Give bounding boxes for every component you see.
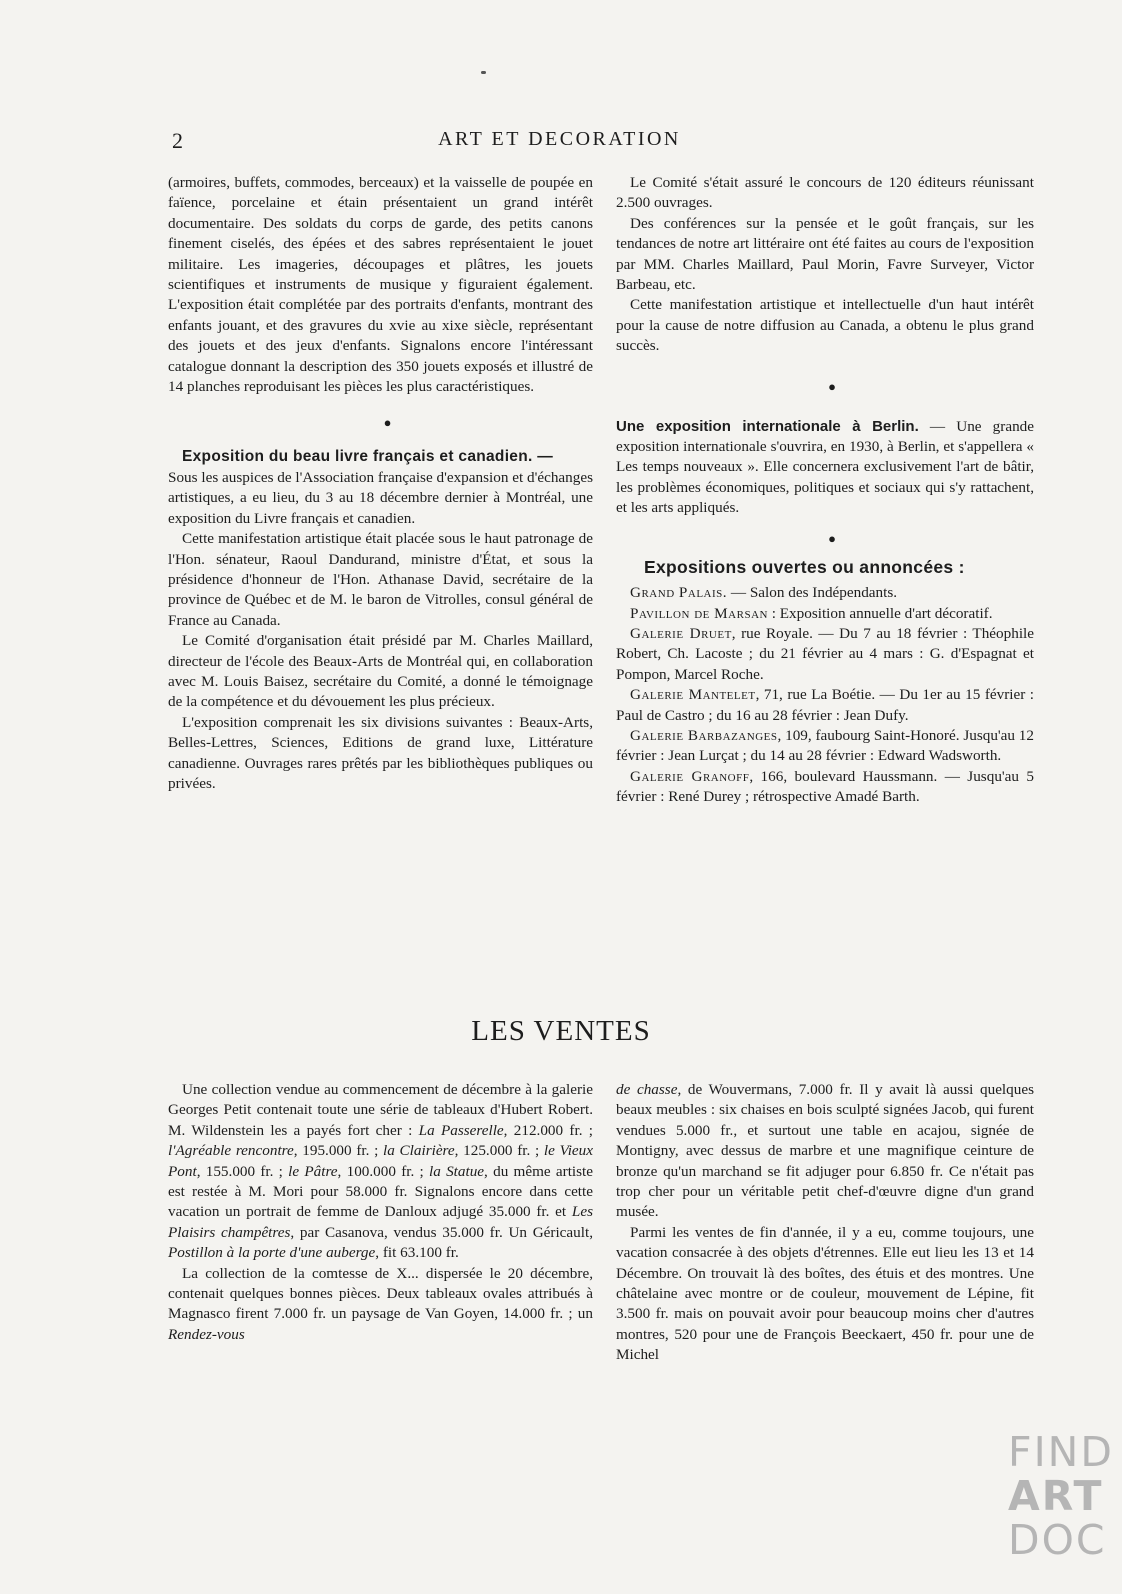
expositions-heading: Expositions ouvertes ou annoncées : — [644, 556, 965, 577]
paragraph-berlin — [616, 417, 1034, 519]
text-run: , 100.000 fr. ; — [337, 1162, 430, 1180]
venue-details: , 71, rue La Boétie. — Du 1er au 15 février : Paul de Castro ; du 16 au 28 février : Jean Dufy. — [616, 686, 1035, 724]
right-column-bottom — [616, 1080, 1034, 1366]
left-column-bottom — [168, 1080, 593, 1345]
paragraph-jouets: (armoires, buffets, commodes, berceaux) et la vaisselle de poupée en faïence, porcelaine et étain présentaient un grand intérêt documentaire. Des soldats du corps de garde, des petits canons finement ciselés, des épées et des sabres représentaient le jouet militaire. Les imageries, découpages et plâtres, les jouets scientifiques et instruments de musique y figuraient également. L'exposition était complétée par des portraits d'enfants, montrant des enfants jouant, et des gravures du xvie au xixe siècle, représentant des jouets et des jeux d'enfants. Signalons encore l'intéressant catalogue donnant la description des 350 jouets exposés et illustré de 14 planches reproduisant les pièces les plus caractéristiques. — [168, 174, 593, 396]
paragraph-livre-heading — [168, 447, 593, 467]
venue-details: , rue Royale. — Du 7 au 18 février : Théophile Robert, Ch. Lacoste ; du 21 février au 4 mars : G. d'Espagnat et Pompon, Marcel Roche. — [616, 624, 1034, 683]
text-run: , 155.000 fr. ; — [196, 1162, 289, 1180]
text-run: , 125.000 fr. ; — [454, 1142, 544, 1160]
artwork-title: La Passerelle — [418, 1121, 504, 1139]
venue-details: : Exposition annuelle d'art décoratif. — [767, 604, 993, 622]
artwork-title: l'Agréable rencontre — [168, 1142, 294, 1160]
venue-name: Galerie Druet — [630, 624, 732, 642]
paragraph-etrennes: Parmi les ventes de fin d'année, il y a eu, comme toujours, une vacation consacrée à des objets d'étrennes. Elle eut lieu les 13 et 14 Décembre. On trouvait là des boîtes, des étuis et des montres. Une châtelaine avec montre or de couleur, mouvement de Lépine, fit 3.500 fr. mais on pouvait avoir pour beaucoup moins cher d'autres montres, 520 pour une de François Beeckaert, 450 fr. pour une de Michel — [616, 1223, 1034, 1364]
text-run: , par Casanova, vendus 35.000 fr. Un Géricault, — [290, 1223, 593, 1241]
page-number: 2 — [172, 128, 183, 153]
journal-title: ART ET DECORATION — [438, 128, 681, 150]
berlin-heading: Une exposition internationale à Berlin. — [616, 417, 919, 435]
paragraph-comtesse — [168, 1264, 593, 1346]
paragraph-livre-4: L'exposition comprenait les six divisions suivantes : Beaux-Arts, Belles-Lettres, Sciences, Editions de grand luxe, Littérature canadienne. Ouvrages rares prêtés par les bibliothèques publiques ou privées. — [168, 713, 593, 792]
artwork-title: le Vieux Pont — [168, 1142, 594, 1180]
berlin-text: — Une grande exposition internationale s'ouvrira, en 1930, à Berlin, et s'appellera « Les temps nouveaux ». Elle concernera exclusivement l'art de bâtir, les problèmes économiques, politiques et sociaux qui s'y rattachent, et les arts appliqués. — [616, 417, 1034, 517]
venue-details: — Salon des Indépendants. — [727, 584, 898, 602]
separator-bullet: ● — [828, 378, 836, 394]
paragraph-editeurs: Le Comité s'était assuré le concours de 120 éditeurs réunissant 2.500 ouvrages. — [616, 174, 1034, 212]
livre-heading: Exposition du beau livre français et canadien. — — [182, 448, 553, 466]
text-run: Une collection vendue au commencement de décembre à la galerie Georges Petit contenait toute une série de tableaux d'Hubert Robert. M. Wildenstein les a payés fort cher : — [168, 1081, 593, 1139]
venue-name: Galerie Granoff — [630, 767, 750, 785]
expo-grand-palais — [616, 583, 1034, 603]
artwork-title: le Pâtre — [288, 1162, 338, 1180]
artwork-title: Postillon à la porte d'une auberge — [168, 1244, 376, 1262]
findartdoc-logo — [1008, 1430, 1116, 1562]
text-run: , 212.000 fr. ; — [503, 1121, 593, 1139]
paragraph-succes: Cette manifestation artistique et intellectuelle d'un haut intérêt pour la cause de notre diffusion au Canada, a obtenu le plus grand succès. — [616, 296, 1034, 355]
text-run: , de Wouvermans, 7.000 fr. Il y avait là aussi quelques beaux meubles : six chaises en bois sculpté signées Jacob, qui furent vendues 5.000 fr., et surtout une table en acajou, signée de Montigny, avec dessus de marbre et une magnifique ceinture de bronze qu'un marchand se fit adjuger pour 6.850 fr. Ce n'était pas trop cher pour un véritable petit chef-d'œuvre digne d'un grand musée. — [616, 1081, 1034, 1221]
paragraph-livre-2: Cette manifestation artistique était placée sous le haut patronage de l'Hon. sénateur, Raoul Dandurand, ministre d'État, et sous la présidence d'honneur de l'Hon. Athanase David, secrétaire de la province de Québec et de M. le baron de Vitrolles, consul général de France au Canada. — [168, 530, 593, 629]
venue-name: Galerie Barbazanges — [630, 726, 778, 744]
expo-galerie-barbazanges — [616, 726, 1034, 767]
ink-speck — [481, 71, 486, 74]
ventes-title: LES VENTES — [471, 1015, 651, 1047]
expo-pavillon-marsan — [616, 604, 1034, 624]
separator-bullet: ● — [828, 530, 836, 546]
text-run: , du même artiste est restée à M. Mori pour 58.000 fr. Signalons encore dans cette vacation un portrait de femme de Danloux adjugé 35.000 fr. et — [168, 1162, 594, 1221]
logo-line: ART — [1008, 1472, 1104, 1520]
page-header — [172, 128, 947, 158]
text-run: , fit 63.100 fr. — [375, 1244, 459, 1262]
separator-bullet: ● — [383, 415, 392, 431]
venue-details: , 109, faubourg Saint-Honoré. Jusqu'au 12 février : Jean Lurçat ; du 14 au 28 février : Edward Wadsworth. — [616, 726, 1034, 765]
paragraph-conferences: Des conférences sur la pensée et le goût français, sur les tendances de notre art littéraire ont été faites au cours de l'exposition par MM. Charles Maillard, Paul Morin, Favre Surveyer, Victor Barbeau, etc. — [616, 214, 1034, 294]
artwork-title: la Clairière — [383, 1142, 455, 1160]
text-run: La collection de la comtesse de X... dispersée le 20 décembre, contenait quelques bonnes pièces. Deux tableaux ovales attribués à Magnasco firent 7.000 fr. un paysage de Van Goyen, 14.000 fr. ; un — [168, 1264, 593, 1323]
artwork-title: Les Plaisirs champêtres — [168, 1203, 593, 1241]
venue-details: , 166, boulevard Haussmann. — Jusqu'au 5 février : René Durey ; rétrospective Amadé Barth. — [616, 767, 1034, 806]
text-run: , 195.000 fr. ; — [293, 1142, 384, 1160]
paragraph-meubles — [616, 1080, 1034, 1223]
venue-name: Pavillon de Marsan — [630, 604, 768, 622]
artwork-title: la Statue — [429, 1162, 485, 1180]
venue-name: Galerie Mantelet — [630, 686, 756, 704]
expo-galerie-granoff — [616, 767, 1034, 808]
expo-galerie-mantelet — [616, 685, 1034, 726]
artwork-title: de chasse — [616, 1081, 678, 1098]
paragraph-livre-3: Le Comité d'organisation était présidé par M. Charles Maillard, directeur de l'école des Beaux-Arts de Montréal qui, en collaboration avec M. Louis Baisez, secrétaire du Comité, a donné le témoignage de la compétence et du dévouement les plus précieux. — [168, 632, 593, 711]
paragraph-livre-1: Sous les auspices de l'Association française d'expansion et d'échanges artistiques, a eu lieu, du 3 au 18 décembre dernier à Montréal, une exposition du Livre français et canadien. — [168, 468, 593, 527]
venue-name: Grand Palais. — [630, 584, 728, 602]
left-column-top — [168, 173, 593, 794]
paragraph-hubert-robert — [168, 1080, 593, 1264]
logo-line: FIND — [1008, 1428, 1114, 1476]
right-column-top — [616, 173, 1034, 808]
artwork-title: Rendez-vous — [168, 1325, 245, 1343]
logo-line: DOC — [1008, 1516, 1107, 1564]
expo-galerie-druet — [616, 624, 1034, 685]
